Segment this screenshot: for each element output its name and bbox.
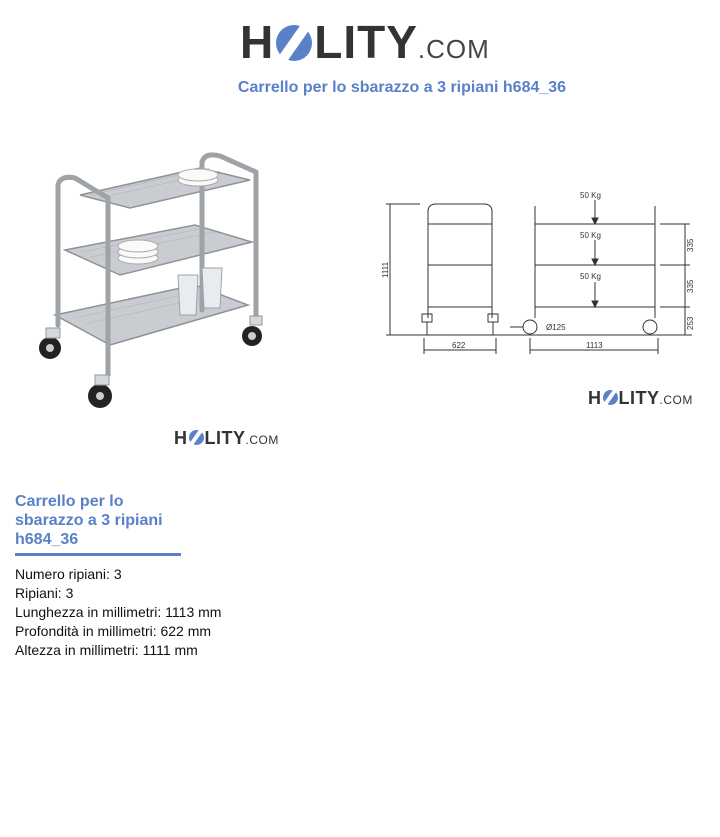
spec-item: Profondità in millimetri: 622 mm <box>15 623 212 639</box>
spec-item: Altezza in millimetri: 1111 mm <box>15 642 198 658</box>
logo-text-post: LITY <box>618 388 660 408</box>
logo-suffix: .COM <box>417 34 490 64</box>
logo-text-pre: H <box>174 428 188 448</box>
load-label: 50 Kg <box>580 191 601 200</box>
dim-length: 1113 <box>586 341 603 350</box>
logo-o-icon <box>276 25 312 61</box>
spec-list <box>15 565 221 660</box>
product-photo <box>30 150 280 420</box>
dim-height: 1111 <box>381 261 390 278</box>
dim-base: 253 <box>686 316 695 330</box>
dim-depth: 622 <box>452 341 466 350</box>
logo-o-icon <box>189 430 204 445</box>
logo-suffix: .COM <box>245 433 279 447</box>
holity-logo-photo <box>174 428 279 450</box>
title-underline <box>15 553 181 556</box>
logo-o-icon <box>603 390 618 405</box>
logo-text-pre: H <box>240 16 275 68</box>
spec-item: Numero ripiani: 3 <box>15 566 122 582</box>
logo-text-pre: H <box>588 388 602 408</box>
dim-shelf-spacing: 335 <box>686 279 695 293</box>
dim-wheel: Ø125 <box>546 323 566 332</box>
dim-shelf-spacing: 335 <box>686 238 695 252</box>
spec-item: Lunghezza in millimetri: 1113 mm <box>15 604 222 620</box>
product-title: Carrello per lo sbarazzo a 3 ripiani h684_36 <box>15 493 163 548</box>
load-label: 50 Kg <box>580 272 601 281</box>
page-subtitle: Carrello per lo sbarazzo a 3 ripiani h684_36 <box>237 79 567 96</box>
logo-text-post: LITY <box>204 428 246 448</box>
load-label: 50 Kg <box>580 231 601 240</box>
holity-logo-drawing <box>588 388 693 410</box>
spec-item: Ripiani: 3 <box>15 585 74 601</box>
holity-logo[interactable] <box>240 16 490 75</box>
logo-text-post: LITY <box>314 16 418 68</box>
logo-suffix: .COM <box>659 393 693 407</box>
technical-drawing <box>380 180 700 360</box>
